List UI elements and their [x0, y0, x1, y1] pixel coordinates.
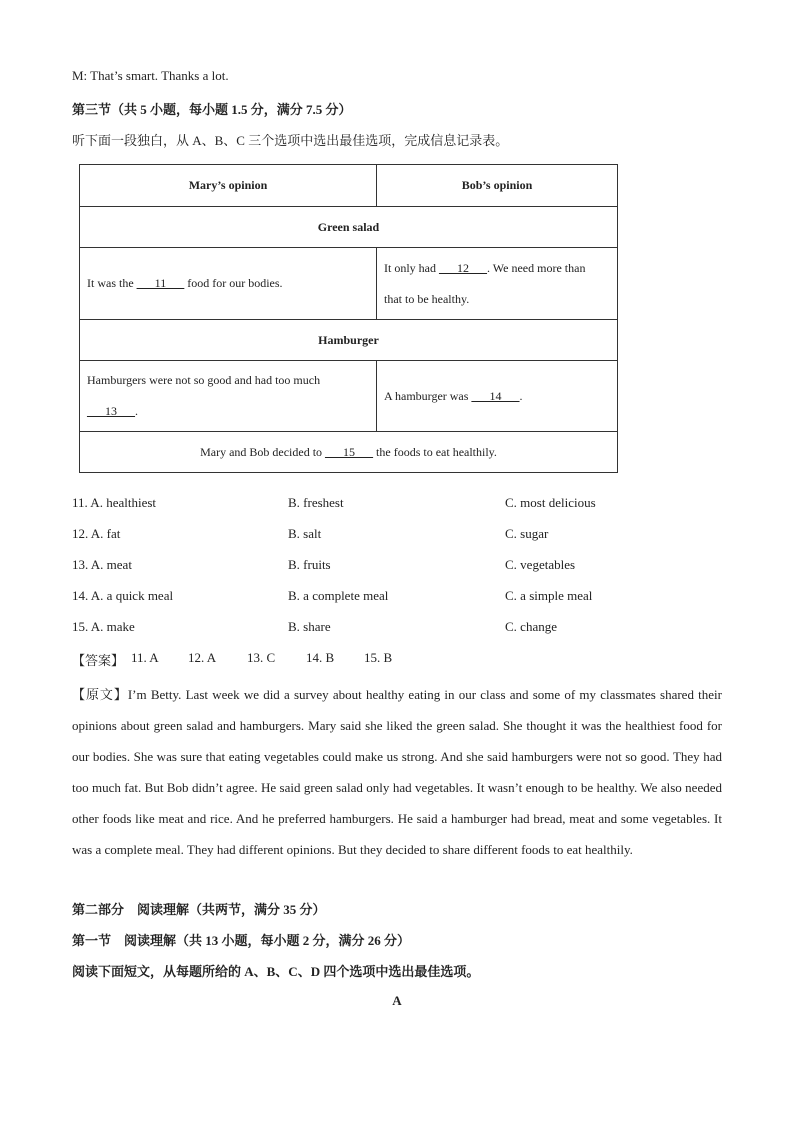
q11-option-a: 11. A. healthiest [72, 495, 157, 510]
blank-12: ___12___ [439, 260, 487, 275]
mary-hamburger-cell [80, 361, 377, 432]
q15-option-c: C. change [505, 619, 557, 634]
passage-label: A [392, 993, 402, 1008]
blank-15: ___15___ [325, 444, 374, 459]
conclusion-cell [80, 432, 618, 473]
answer-key [72, 650, 732, 668]
q11-option-c: C. most delicious [505, 495, 596, 510]
answer-11: 11. A [131, 650, 159, 665]
answer-13: 13. C [247, 650, 276, 665]
mary-hamburger-text-end: . [135, 404, 138, 418]
mary-salad-text: It was the [87, 276, 137, 290]
transcript-text: I’m Betty. Last week we did a survey about healthy eating in our class and some of my classmates shared their opinions about green salad and hamburgers. Mary said she liked the green salad. She thought it was the healthiest food for our bodies. She was sure that eating vegetables could make us strong. And she said hamburgers were not so good. They had too much fat. But Bob didn’t agree. He said green salad only had vegetables. It wasn’t enough to be healthy. We also needed other foods like meat and rice. And he preferred hamburgers. He said a hamburger had bread, meat and some vegetables. It was a complete meal. They had different opinions. But they decided to share different foods to eat healthily. [72, 687, 722, 857]
q12-option-c: C. sugar [505, 526, 549, 541]
header-bob: Bob’s opinion [377, 165, 618, 207]
blank-11: ___11___ [136, 276, 185, 290]
dialogue-line: M: That’s smart. Thanks a lot. [72, 68, 229, 83]
header-mary: Mary’s opinion [80, 165, 377, 207]
section3-heading: 第三节（共 5 小题，每小题 1.5 分，满分 7.5 分） [72, 102, 352, 117]
bob-hamburger-text-end: . [519, 388, 523, 403]
blank-14: ___14___ [471, 388, 520, 403]
hamburger-row: Hamburger [80, 320, 618, 361]
q13-option-c: C. vegetables [505, 557, 576, 572]
bob-hamburger-cell [377, 361, 618, 432]
info-record-table [79, 164, 618, 473]
q13-option-b: B. fruits [288, 557, 331, 572]
question-12-options [72, 526, 732, 544]
conclusion-text: Mary and Bob decided to [200, 444, 326, 459]
q14-option-c: C. a simple meal [505, 588, 593, 603]
question-13-options [72, 557, 732, 575]
answer-14: 14. B [306, 650, 335, 665]
mary-hamburger-text: Hamburgers were not so good and had too much [87, 373, 321, 387]
transcript-label: 【原文】 [72, 687, 128, 702]
answer-15: 15. B [364, 650, 393, 665]
question-11-options [72, 495, 732, 513]
answer-label: 【答案】 [72, 653, 125, 668]
q15-option-b: B. share [288, 619, 331, 634]
bob-salad-text-mid: . We need more than [487, 260, 586, 275]
blank-13: ___13___ [87, 404, 135, 418]
q12-option-a: 12. A. fat [72, 526, 121, 541]
q15-option-a: 15. A. make [72, 619, 135, 634]
question-15-options [72, 619, 732, 637]
q14-option-a: 14. A. a quick meal [72, 588, 174, 603]
bob-salad-text-end: that to be healthy. [384, 291, 470, 306]
bob-salad-text: It only had [384, 260, 439, 275]
q14-option-b: B. a complete meal [288, 588, 389, 603]
mary-salad-text-end: food for our bodies. [184, 276, 283, 290]
bob-hamburger-text: A hamburger was [384, 388, 472, 403]
conclusion-text-end: the foods to eat healthily. [373, 444, 497, 459]
green-salad-row: Green salad [80, 207, 618, 248]
q11-option-b: B. freshest [288, 495, 344, 510]
part2-instruction: 阅读下面短文，从每题所给的 A、B、C、D 四个选项中选出最佳选项。 [72, 964, 480, 979]
mary-salad-cell [80, 248, 377, 320]
part2-section1-heading: 第一节 阅读理解（共 13 小题，每小题 2 分，满分 26 分） [72, 933, 411, 948]
answer-12: 12. A [188, 650, 217, 665]
q12-option-b: B. salt [288, 526, 322, 541]
part2-heading: 第二部分 阅读理解（共两节，满分 35 分） [72, 902, 326, 917]
bob-salad-cell [377, 248, 618, 320]
section3-instruction: 听下面一段独白，从 A、B、C 三个选项中选出最佳选项，完成信息记录表。 [72, 133, 509, 148]
transcript-paragraph [72, 679, 722, 865]
question-14-options [72, 588, 732, 606]
q13-option-a: 13. A. meat [72, 557, 132, 572]
